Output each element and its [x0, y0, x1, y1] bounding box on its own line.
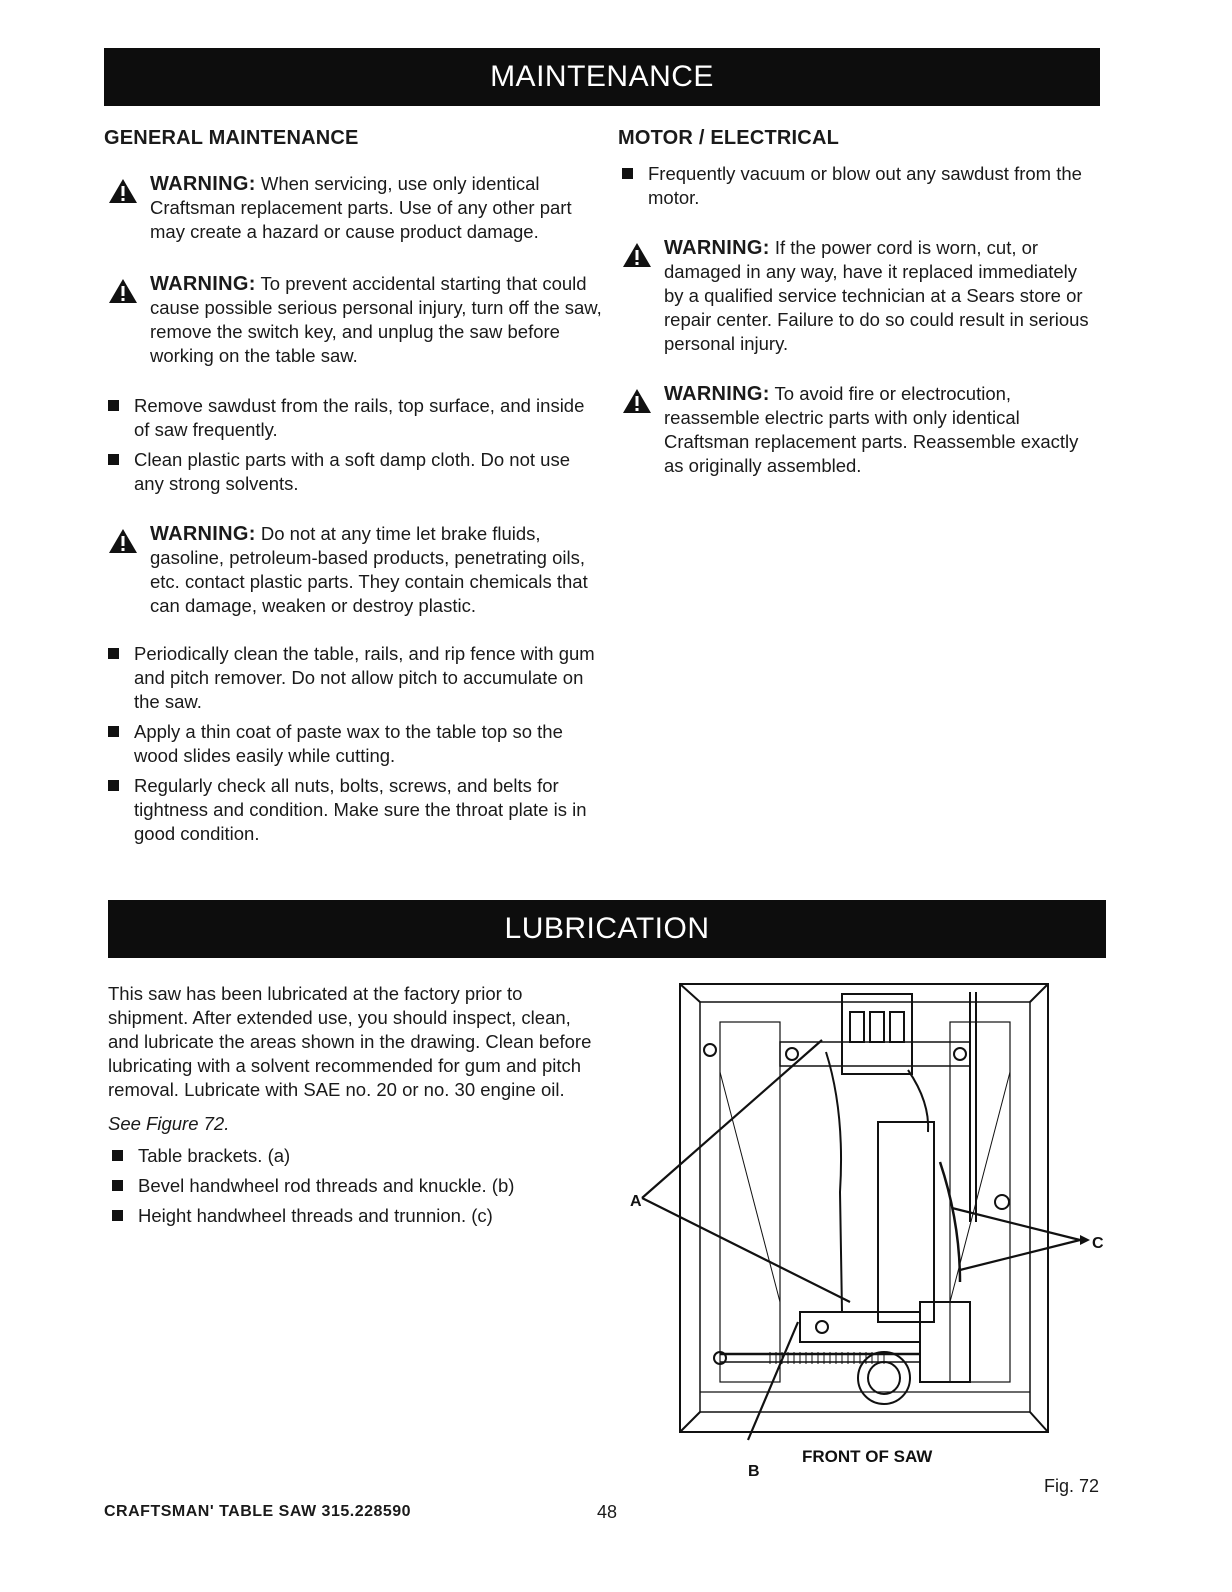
warning-label: WARNING:	[150, 173, 256, 195]
warning-label: WARNING:	[664, 237, 770, 259]
warning-triangle-icon	[622, 242, 652, 268]
list-item: Apply a thin coat of paste wax to the table top so the wood slides easily while cutting.	[104, 720, 604, 768]
general-maintenance-heading: GENERAL MAINTENANCE	[104, 127, 359, 149]
list-item: Table brackets. (a)	[108, 1144, 598, 1168]
saw-lubrication-diagram	[630, 982, 1110, 1482]
callout-label-c: C	[1092, 1235, 1104, 1252]
warning-block	[618, 382, 1098, 478]
warning-triangle-icon	[108, 178, 138, 204]
lubrication-banner-title: LUBRICATION	[504, 912, 710, 945]
lubrication-intro: This saw has been lubricated at the factory prior to shipment. After extended use, you should inspect, clean, and lubricate the areas shown in the drawing. Clean before lubricating with a solvent recommended for gum and pitch removal. Lubricate with SAE no. 20 or no. 30 engine oil.	[108, 983, 592, 1100]
motor-bullet-list	[618, 162, 1098, 210]
page-number: 48	[597, 1502, 618, 1522]
warning-block	[104, 272, 604, 368]
warning-label: WARNING:	[150, 523, 256, 545]
warning-block	[618, 236, 1098, 356]
lubrication-banner	[108, 900, 1106, 958]
warning-text: To prevent accidental starting that could cause possible serious personal injury, turn off the saw, remove the switch key, and unplug the saw before working on the table saw.	[150, 273, 602, 366]
warning-triangle-icon	[108, 528, 138, 554]
motor-electrical-section	[618, 126, 1098, 500]
callout-label-a: A	[630, 1193, 642, 1210]
front-of-saw-label: FRONT OF SAW	[802, 1447, 933, 1466]
warning-block	[104, 172, 604, 244]
warning-text: Do not at any time let brake fluids, gasoline, petroleum-based products, penetrating oils, etc. contact plastic parts. They contain chemicals that can damage, weaken or destroy plastic.	[150, 523, 588, 616]
maintenance-banner	[104, 48, 1100, 106]
maintenance-bullet-list	[104, 642, 604, 846]
list-item: Bevel handwheel rod threads and knuckle. (b)	[108, 1174, 598, 1198]
lubrication-bullet-list	[108, 1144, 598, 1228]
list-item: Height handwheel threads and trunnion. (c)	[108, 1204, 598, 1228]
warning-text: To avoid fire or electrocution, reassemble electric parts with only identical Craftsman replacement parts. Reassemble exactly as originally assembled.	[664, 383, 1079, 476]
warning-label: WARNING:	[150, 273, 256, 295]
list-item: Clean plastic parts with a soft damp cloth. Do not use any strong solvents.	[104, 448, 604, 496]
list-item: Periodically clean the table, rails, and rip fence with gum and pitch remover. Do not allow pitch to accumulate on the saw.	[104, 642, 604, 714]
warning-label: WARNING:	[664, 383, 770, 405]
warning-triangle-icon	[108, 278, 138, 304]
footer-brand: CRAFTSMAN' TABLE SAW 315.228590	[104, 1503, 412, 1520]
list-item: Frequently vacuum or blow out any sawdust from the motor.	[618, 162, 1098, 210]
see-figure-note: See Figure 72.	[108, 1113, 230, 1134]
warning-triangle-icon	[622, 388, 652, 414]
maintenance-banner-title: MAINTENANCE	[490, 60, 714, 93]
warning-text: If the power cord is worn, cut, or damaged in any way, have it replaced immediately by a qualified service technician at a Sears store or repair center. Failure to do so could result in serious personal injury.	[664, 237, 1089, 354]
general-maintenance-section	[104, 126, 604, 866]
lubrication-section	[108, 982, 598, 1248]
warning-block	[104, 522, 604, 618]
list-item: Remove sawdust from the rails, top surface, and inside of saw frequently.	[104, 394, 604, 442]
callout-label-b: B	[748, 1463, 760, 1480]
figure-number: Fig. 72	[1044, 1476, 1100, 1496]
arrowhead-c	[1080, 1235, 1090, 1245]
motor-electrical-heading: MOTOR / ELECTRICAL	[618, 127, 840, 149]
maintenance-bullet-list	[104, 394, 604, 496]
warning-text: When servicing, use only identical Craftsman replacement parts. Use of any other part may create a hazard or cause product damage.	[150, 173, 572, 242]
list-item: Regularly check all nuts, bolts, screws, and belts for tightness and condition. Make sure the throat plate is in good condition.	[104, 774, 604, 846]
